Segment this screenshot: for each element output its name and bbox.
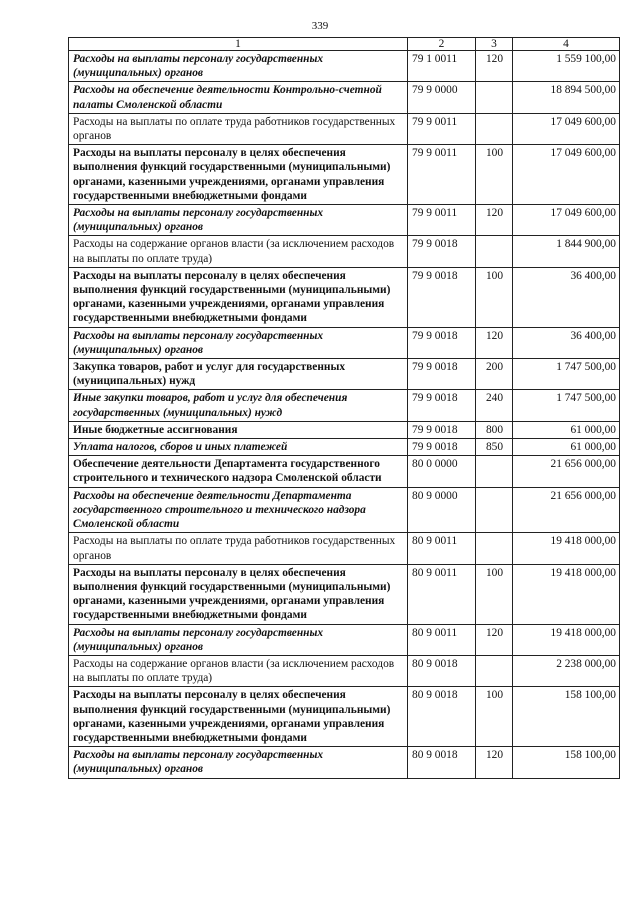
- row-expense-type-cell: [476, 113, 513, 144]
- row-amount-cell: 19 418 000,00: [513, 564, 620, 624]
- row-amount-cell: 18 894 500,00: [513, 82, 620, 113]
- row-expense-type-cell: [476, 236, 513, 267]
- row-target-code-cell: 80 9 0018: [408, 655, 476, 686]
- table-row: [69, 51, 620, 82]
- table-row: [69, 113, 620, 144]
- row-name-cell: Закупка товаров, работ и услуг для государственных (муниципальных) нужд: [69, 359, 408, 390]
- row-name-cell: Расходы на выплаты персоналу государственных (муниципальных) органов: [69, 624, 408, 655]
- row-amount-cell: 17 049 600,00: [513, 205, 620, 236]
- column-header-name: 1: [69, 38, 408, 51]
- row-name-cell: Расходы на выплаты персоналу государственных (муниципальных) органов: [69, 205, 408, 236]
- row-expense-type-cell: 850: [476, 439, 513, 456]
- table-row: [69, 82, 620, 113]
- table-row: [69, 687, 620, 747]
- row-target-code-cell: 79 9 0011: [408, 113, 476, 144]
- row-expense-type-cell: 120: [476, 51, 513, 82]
- row-target-code-cell: 79 9 0018: [408, 327, 476, 358]
- row-amount-cell: 19 418 000,00: [513, 624, 620, 655]
- row-name-cell: Расходы на выплаты по оплате труда работников государственных органов: [69, 533, 408, 564]
- row-target-code-cell: 79 9 0000: [408, 82, 476, 113]
- row-name-cell: Расходы на выплаты персоналу государственных (муниципальных) органов: [69, 51, 408, 82]
- row-name-cell: Иные закупки товаров, работ и услуг для обеспечения государственных (муниципальных) нужд: [69, 390, 408, 421]
- row-target-code-cell: 79 9 0018: [408, 439, 476, 456]
- row-target-code-cell: 79 9 0018: [408, 236, 476, 267]
- budget-table: [68, 37, 620, 779]
- row-name-cell: Расходы на обеспечение деятельности Департамента государственного строительного и технического надзора Смоленской области: [69, 487, 408, 533]
- row-target-code-cell: 79 9 0018: [408, 267, 476, 327]
- row-target-code-cell: 80 9 0011: [408, 533, 476, 564]
- table-row: [69, 421, 620, 438]
- row-name-cell: Расходы на выплаты персоналу государственных (муниципальных) органов: [69, 747, 408, 778]
- row-amount-cell: 2 238 000,00: [513, 655, 620, 686]
- table-row: [69, 327, 620, 358]
- row-target-code-cell: 80 9 0000: [408, 487, 476, 533]
- row-name-cell: Расходы на выплаты по оплате труда работников государственных органов: [69, 113, 408, 144]
- row-amount-cell: 21 656 000,00: [513, 487, 620, 533]
- row-name-cell: Обеспечение деятельности Департамента государственного строительного и технического надзора Смоленской области: [69, 456, 408, 487]
- row-target-code-cell: 79 9 0018: [408, 390, 476, 421]
- row-expense-type-cell: 240: [476, 390, 513, 421]
- row-target-code-cell: 79 9 0011: [408, 145, 476, 205]
- table-row: [69, 359, 620, 390]
- row-amount-cell: 1 844 900,00: [513, 236, 620, 267]
- row-amount-cell: 1 559 100,00: [513, 51, 620, 82]
- table-row: [69, 655, 620, 686]
- table-row: [69, 747, 620, 778]
- row-expense-type-cell: 120: [476, 205, 513, 236]
- row-amount-cell: 61 000,00: [513, 421, 620, 438]
- table-row: [69, 487, 620, 533]
- row-amount-cell: 19 418 000,00: [513, 533, 620, 564]
- row-target-code-cell: 79 1 0011: [408, 51, 476, 82]
- row-name-cell: Расходы на выплаты персоналу в целях обеспечения выполнения функций государственными (муниципальными) органами, казенными учреждениями, органами управления государственными внебюджетными фондами: [69, 564, 408, 624]
- table-row: [69, 533, 620, 564]
- row-expense-type-cell: [476, 82, 513, 113]
- column-header-amount: 4: [513, 38, 620, 51]
- row-name-cell: Расходы на выплаты персоналу в целях обеспечения выполнения функций государственными (муниципальными) органами, казенными учреждениями, органами управления государственными внебюджетными фондами: [69, 145, 408, 205]
- table-row: [69, 456, 620, 487]
- row-expense-type-cell: 200: [476, 359, 513, 390]
- row-expense-type-cell: 800: [476, 421, 513, 438]
- row-name-cell: Расходы на содержание органов власти (за исключением расходов на выплаты по оплате труда): [69, 655, 408, 686]
- row-amount-cell: 17 049 600,00: [513, 113, 620, 144]
- table-row: [69, 390, 620, 421]
- row-expense-type-cell: 100: [476, 267, 513, 327]
- row-target-code-cell: 80 9 0018: [408, 687, 476, 747]
- row-name-cell: Расходы на содержание органов власти (за исключением расходов на выплаты по оплате труда): [69, 236, 408, 267]
- row-amount-cell: 61 000,00: [513, 439, 620, 456]
- row-expense-type-cell: 100: [476, 687, 513, 747]
- row-amount-cell: 1 747 500,00: [513, 390, 620, 421]
- table-row: [69, 267, 620, 327]
- row-target-code-cell: 80 9 0018: [408, 747, 476, 778]
- row-target-code-cell: 80 9 0011: [408, 564, 476, 624]
- row-expense-type-cell: 120: [476, 327, 513, 358]
- row-name-cell: Иные бюджетные ассигнования: [69, 421, 408, 438]
- table-row: [69, 439, 620, 456]
- table-row: [69, 624, 620, 655]
- row-name-cell: Расходы на выплаты персоналу в целях обеспечения выполнения функций государственными (муниципальными) органами, казенными учреждениями, органами управления государственными внебюджетными фондами: [69, 687, 408, 747]
- column-header-code: 2: [408, 38, 476, 51]
- row-expense-type-cell: 120: [476, 624, 513, 655]
- table-row: [69, 564, 620, 624]
- row-target-code-cell: 79 9 0018: [408, 421, 476, 438]
- page-number: 339: [311, 20, 329, 32]
- row-amount-cell: 21 656 000,00: [513, 456, 620, 487]
- row-expense-type-cell: [476, 533, 513, 564]
- row-amount-cell: 158 100,00: [513, 687, 620, 747]
- row-expense-type-cell: 100: [476, 145, 513, 205]
- row-amount-cell: 36 400,00: [513, 327, 620, 358]
- table-row: [69, 236, 620, 267]
- table-row: [69, 205, 620, 236]
- row-name-cell: Расходы на обеспечение деятельности Контрольно-счетной палаты Смоленской области: [69, 82, 408, 113]
- row-expense-type-cell: 100: [476, 564, 513, 624]
- row-target-code-cell: 80 9 0011: [408, 624, 476, 655]
- row-amount-cell: 158 100,00: [513, 747, 620, 778]
- row-amount-cell: 36 400,00: [513, 267, 620, 327]
- row-target-code-cell: 79 9 0011: [408, 205, 476, 236]
- row-target-code-cell: 79 9 0018: [408, 359, 476, 390]
- row-name-cell: Расходы на выплаты персоналу государственных (муниципальных) органов: [69, 327, 408, 358]
- row-amount-cell: 1 747 500,00: [513, 359, 620, 390]
- row-name-cell: Расходы на выплаты персоналу в целях обеспечения выполнения функций государственными (муниципальными) органами, казенными учреждениями, органами управления государственными внебюджетными фондами: [69, 267, 408, 327]
- row-name-cell: Уплата налогов, сборов и иных платежей: [69, 439, 408, 456]
- row-expense-type-cell: [476, 487, 513, 533]
- row-amount-cell: 17 049 600,00: [513, 145, 620, 205]
- table-header-row: [69, 38, 620, 51]
- column-header-expense-type: 3: [476, 38, 513, 51]
- row-expense-type-cell: 120: [476, 747, 513, 778]
- row-expense-type-cell: [476, 655, 513, 686]
- row-expense-type-cell: [476, 456, 513, 487]
- row-target-code-cell: 80 0 0000: [408, 456, 476, 487]
- table-row: [69, 145, 620, 205]
